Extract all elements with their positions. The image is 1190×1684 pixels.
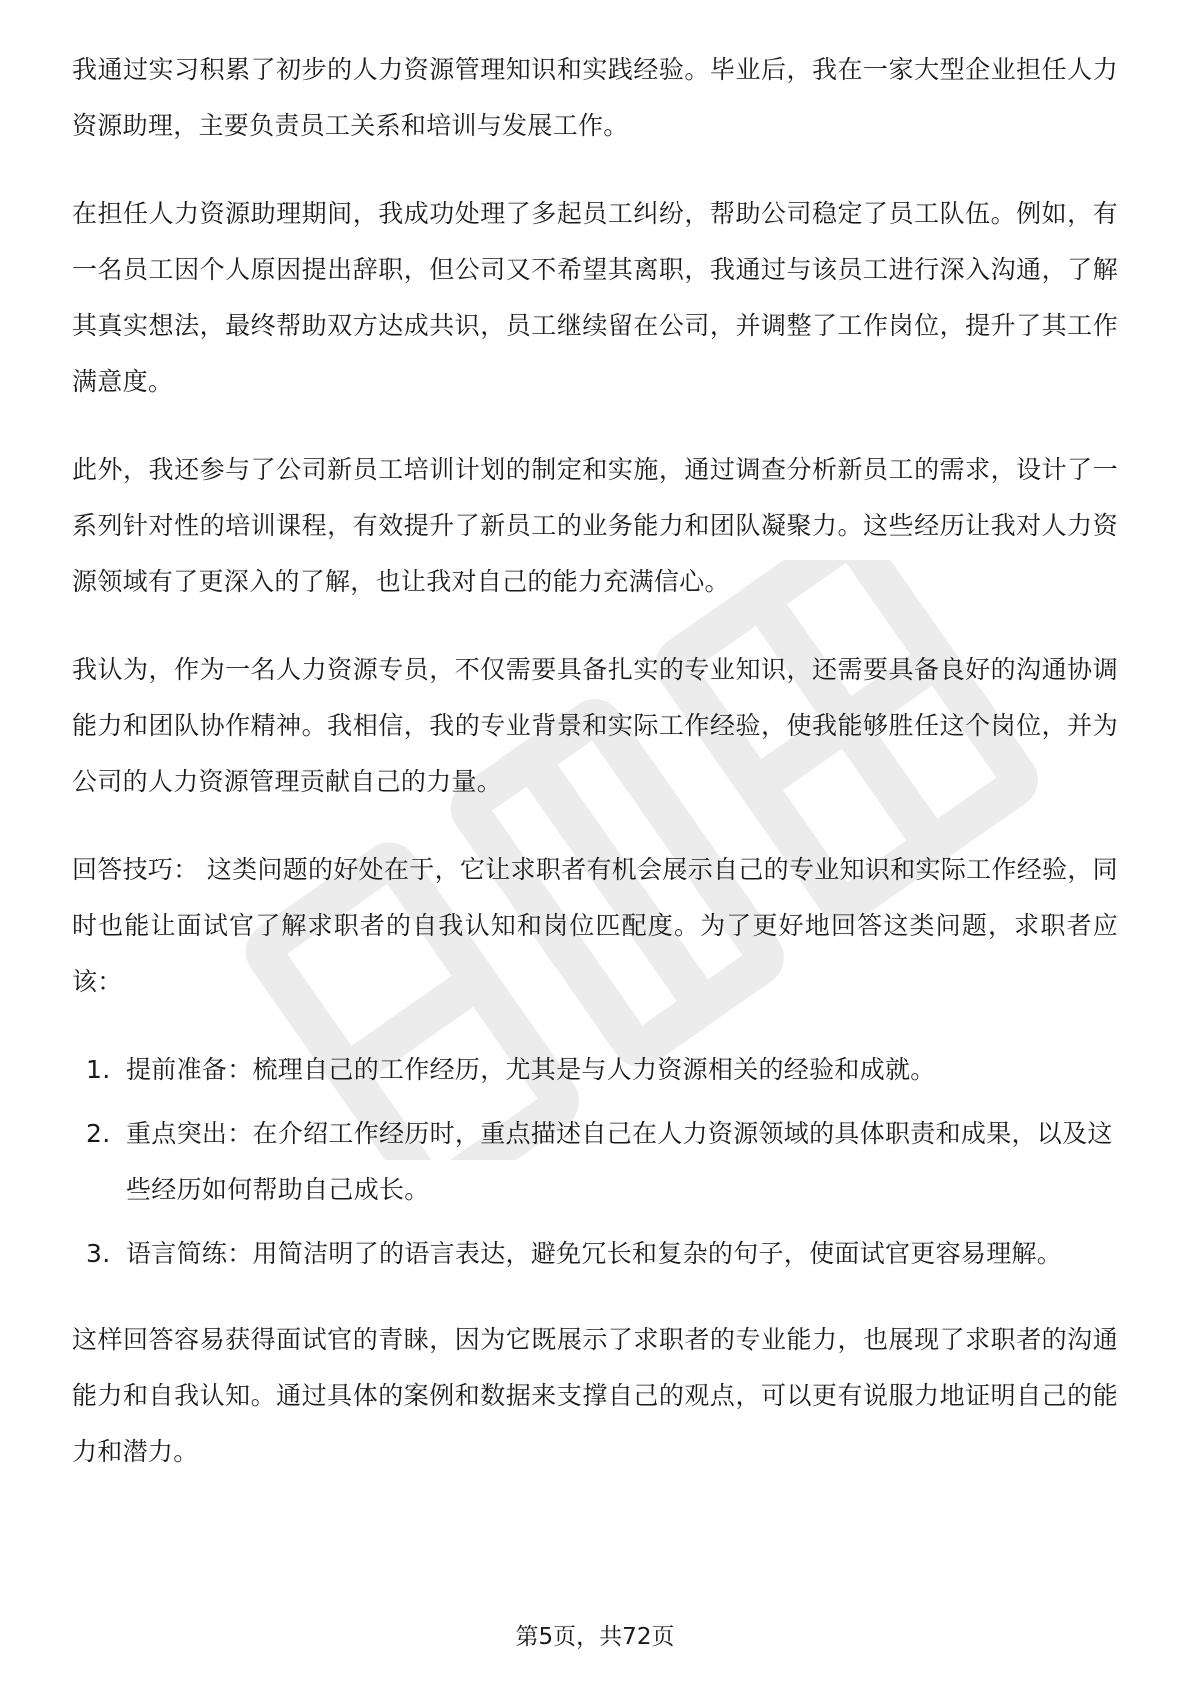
list-number: 2. [86,1119,111,1148]
list-item [72,1106,1118,1218]
list-item [72,1042,1118,1098]
page-number: 第5页，共72页 [515,1624,675,1650]
list-item-text: 重点突出：在介绍工作经历时，重点描述自己在人力资源领域的具体职责和成果，以及这些经历如何帮助自己成长。 [126,1119,1113,1204]
list-item [72,1226,1118,1282]
list-item-text: 提前准备：梳理自己的工作经历，尤其是与人力资源相关的经验和成就。 [126,1055,936,1084]
list-number: 3. [86,1239,111,1268]
list-item-text: 语言简练：用简洁明了的语言表达，避免冗长和复杂的句子，使面试官更容易理解。 [126,1239,1063,1268]
paragraph-1: 我通过实习积累了初步的人力资源管理知识和实践经验。毕业后，我在一家大型企业担任人力资源助理，主要负责员工关系和培训与发展工作。 [72,55,1118,140]
paragraph-answer-tips: 回答技巧： 这类问题的好处在于，它让求职者有机会展示自己的专业知识和实际工作经验，同时也能让面试官了解求职者的自我认知和岗位匹配度。为了更好地回答这类问题，求职者应该： [72,855,1118,996]
list-number: 1. [86,1055,111,1084]
main-content [72,42,1118,1512]
paragraph-2: 在担任人力资源助理期间，我成功处理了多起员工纠纷，帮助公司稳定了员工队伍。例如，有一名员工因个人原因提出辞职，但公司又不希望其离职，我通过与该员工进行深入沟通，了解其真实想法，最终帮助双方达成共识，员工继续留在公司，并调整了工作岗位，提升了其工作满意度。 [72,199,1118,396]
paragraph-3: 此外，我还参与了公司新员工培训计划的制定和实施，通过调查分析新员工的需求，设计了一系列针对性的培训课程，有效提升了新员工的业务能力和团队凝聚力。这些经历让我对人力资源领域有了更深入的了解，也让我对自己的能力充满信心。 [72,455,1118,596]
tips-list [72,1042,1118,1282]
paragraph-4: 我认为，作为一名人力资源专员，不仅需要具备扎实的专业知识，还需要具备良好的沟通协调能力和团队协作精神。我相信，我的专业背景和实际工作经验，使我能够胜任这个岗位，并为公司的人力资源管理贡献自己的力量。 [72,655,1118,796]
paragraph-conclusion: 这样回答容易获得面试官的青睐，因为它既展示了求职者的专业能力，也展现了求职者的沟通能力和自我认知。通过具体的案例和数据来支撑自己的观点，可以更有说服力地证明自己的能力和潜力。 [72,1325,1118,1466]
